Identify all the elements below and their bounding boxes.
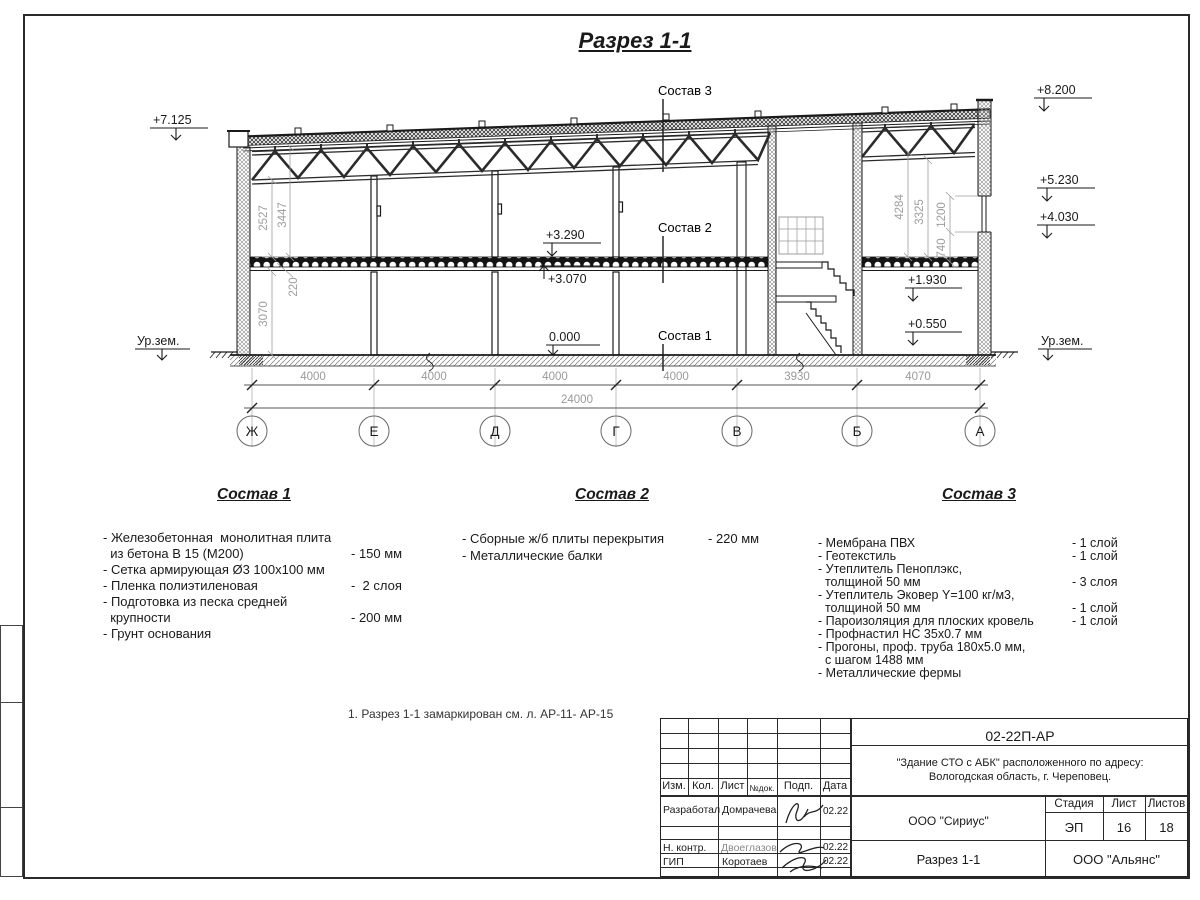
sheets-label: Листов: [1147, 798, 1186, 810]
elevation-1930: [905, 273, 962, 301]
sheets-value: 18: [1159, 820, 1174, 835]
svg-text:3325: 3325: [914, 199, 926, 225]
svg-text:2527: 2527: [258, 205, 270, 231]
stair-shaft-wall: [853, 123, 862, 355]
axis-label: Д: [490, 424, 500, 439]
elevation-right-top: [1034, 83, 1092, 111]
stair-shaft-wall: [768, 126, 776, 355]
col-podp: Подп.: [783, 780, 814, 792]
composition-2: Состав 2 - Сборные ж/б плиты перекрытия - 220 мм - Металлические балки: [462, 486, 762, 564]
axis-label: Ж: [245, 424, 259, 439]
axis-label: А: [975, 424, 985, 439]
page-title: Разрез 1-1: [578, 28, 692, 53]
filing-cell: [0, 702, 23, 808]
drawing-note: 1. Разрез 1-1 замаркирован см. л. АР-11- АР-15: [348, 707, 614, 721]
date-developer: 02.22: [823, 806, 849, 817]
total-dimension: 24000: [561, 394, 593, 406]
svg-text:1200: 1200: [936, 202, 948, 228]
svg-text:3930: 3930: [784, 371, 810, 383]
signature-developer: [782, 797, 827, 831]
svg-text:+5.230: +5.230: [1040, 173, 1079, 187]
sheet-label: Лист: [1111, 798, 1137, 810]
elevation-0000: [546, 330, 600, 355]
doc-code: 02-22П-АР: [985, 728, 1055, 744]
org-bottom: ООО "Альянс": [1073, 852, 1160, 867]
elevation-3290: [543, 228, 601, 256]
staircase: [776, 217, 854, 355]
stair-landing: [776, 296, 836, 302]
col-izm: Изм.: [662, 780, 686, 792]
role-developer: Разработал: [663, 804, 721, 816]
composition-1: Состав 1 - Железобетонная монолитная плита из бетона В 15 (М200) - 150 мм - Сетка армирующая Ø3 100х100 мм - Пленка полиэтиленовая - 2 слоя - Подготовка из песка средней крупности - 200 мм - Грунт основания: [103, 486, 405, 642]
ground-label-right: [1038, 334, 1092, 360]
svg-text:Ур.зем.: Ур.зем.: [137, 334, 180, 348]
axis-label: Б: [852, 424, 862, 439]
date-ncontrol: 02.22: [823, 842, 849, 853]
col-kol: Кол.: [692, 780, 714, 792]
axis-label: Е: [369, 424, 379, 439]
comp1-label: Состав 1: [658, 328, 712, 343]
sheet-value: 16: [1116, 820, 1132, 835]
name-developer: Домрачева: [722, 804, 777, 816]
composition-3-heading: Состав 3: [942, 486, 1016, 503]
svg-text:+4.030: +4.030: [1040, 210, 1079, 224]
span-dimensions: [300, 371, 931, 406]
composition-2-heading: Состав 2: [575, 486, 649, 503]
role-ncontrol: Н. контр.: [663, 842, 707, 854]
elevation-left-top: [150, 113, 208, 140]
svg-text:3447: 3447: [277, 202, 289, 228]
elevation-5230: [1037, 173, 1095, 201]
svg-text:740: 740: [936, 238, 948, 258]
floor-slab-2: [250, 257, 978, 271]
stage-label: Стадия: [1054, 798, 1094, 810]
filing-cell: [0, 807, 23, 877]
axis-label: В: [732, 424, 742, 439]
svg-text:4000: 4000: [421, 371, 447, 383]
svg-text:+8.200: +8.200: [1037, 83, 1076, 97]
svg-text:3070: 3070: [258, 301, 270, 327]
window: [977, 196, 992, 232]
svg-text:4000: 4000: [542, 371, 568, 383]
svg-text:0.000: 0.000: [549, 330, 581, 344]
stair-flight-lower: [806, 302, 841, 353]
filing-cell: [0, 625, 23, 703]
col-data: Дата: [822, 780, 848, 792]
svg-text:+1.930: +1.930: [908, 273, 947, 287]
svg-text:4070: 4070: [905, 371, 931, 383]
stair-flight-upper: [822, 262, 854, 296]
ground-label-left: [135, 334, 190, 360]
col-dok: №док.: [749, 783, 775, 793]
svg-text:+3.290: +3.290: [546, 228, 585, 242]
comp2-label: Состав 2: [658, 220, 712, 235]
elevation-4030: [1037, 210, 1095, 238]
project-line2: Вологодская область, г. Череповец.: [928, 771, 1112, 783]
stage-value: ЭП: [1064, 820, 1084, 835]
svg-text:4284: 4284: [894, 194, 906, 220]
name-ncontrol: Двоеглазов: [721, 842, 777, 854]
comp3-label: Состав 3: [658, 83, 712, 98]
svg-text:+3.070: +3.070: [548, 272, 587, 286]
signature-gip: [776, 838, 831, 877]
project-line1: "Здание СТО с АБК" расположенного по адресу:: [896, 757, 1144, 769]
svg-text:Ур.зем.: Ур.зем.: [1041, 334, 1084, 348]
role-gip: ГИП: [663, 856, 684, 868]
svg-text:+7.125: +7.125: [153, 113, 192, 127]
org-top: ООО "Сириус": [908, 814, 989, 828]
left-parapet: [229, 131, 248, 147]
drawing-name: Разрез 1-1: [916, 852, 981, 867]
svg-text:+0.550: +0.550: [908, 317, 947, 331]
svg-text:220: 220: [288, 277, 300, 297]
bottom-dimensions: [237, 368, 995, 447]
stair-glazing: [779, 217, 823, 254]
composition-3: Состав 3 - Мембрана ПВХ - 1 слой - Геотекстиль - 1 слой - Утеплитель Пеноплэкс, толщиной 50 мм - 3 слоя - Утеплитель Эковер Y=100 кг/м3, толщиной 50 мм - 1 слой - Пароизоляция для плоских кровель - 1 слой - Профнастил НС 35х0.7 мм - Прогоны, проф. труба 180х5.0 мм, с шагом 1488 мм - Металлические фермы: [818, 486, 1140, 680]
svg-text:4000: 4000: [300, 371, 326, 383]
composition-1-heading: Состав 1: [217, 486, 291, 503]
name-gip: Коротаев: [722, 856, 768, 868]
elevation-3070: [539, 266, 600, 286]
date-gip: 02.22: [823, 856, 849, 867]
col-list: Лист: [720, 780, 745, 792]
axis-label: Г: [612, 424, 620, 439]
ground-floor: [230, 353, 996, 371]
svg-text:4000: 4000: [663, 371, 689, 383]
elevation-0550: [905, 317, 962, 345]
